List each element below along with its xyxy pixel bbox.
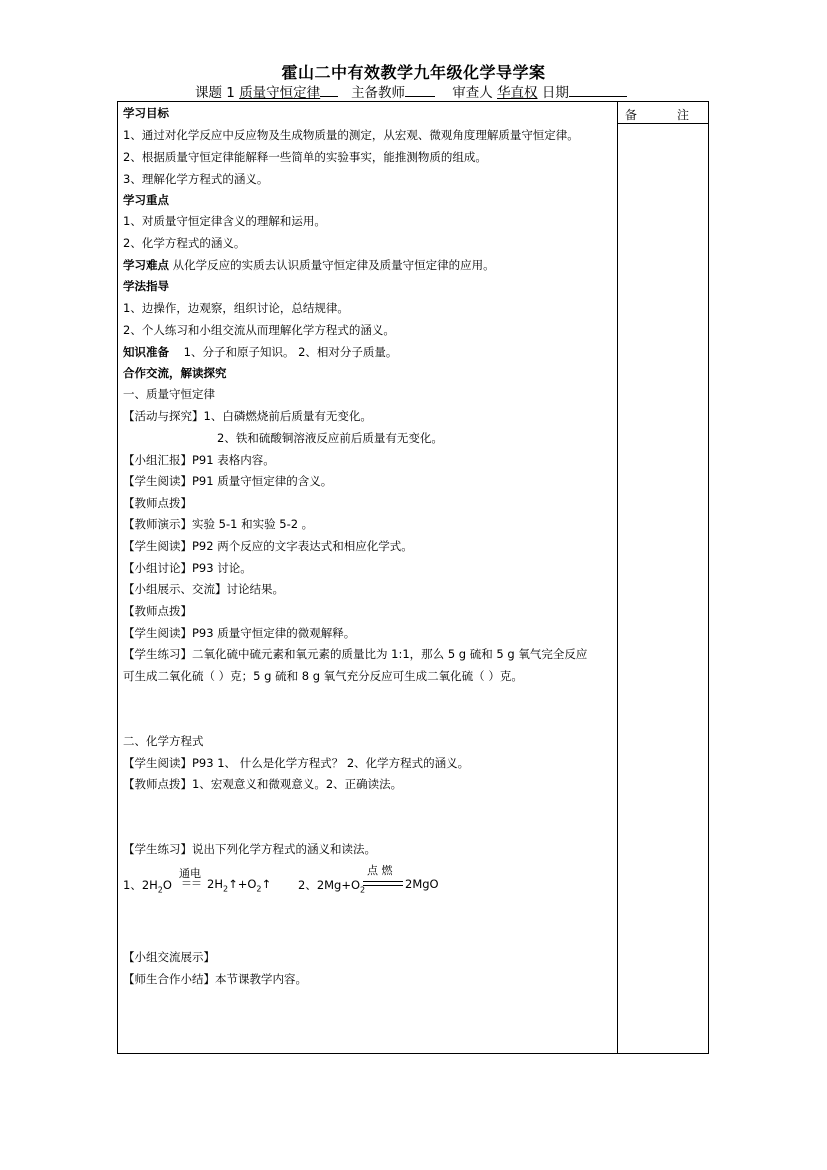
lesson-label: 课题 1	[195, 85, 235, 101]
lesson-value: 质量守恒定律	[239, 85, 321, 101]
equation-1-condition: 通电	[179, 867, 201, 880]
notes-header-char-1: 备	[625, 108, 638, 122]
eq1-rest: ↑+O	[228, 877, 257, 891]
eq1-sub-water: 2	[157, 885, 163, 895]
difficulty-text: 从化学反应的实质去认识质量守恒定律及质量守恒定律的应用。	[172, 258, 495, 272]
student-reading-4: 【学生阅读】P93 1、 什么是化学方程式？ 2、化学方程式的涵义。	[123, 756, 470, 770]
lesson-blank	[320, 84, 338, 97]
group-report: 【小组汇报】P91 表格内容。	[123, 453, 275, 467]
student-exercise-1b: 可生成二氧化硫（ ）克；5 g 硫和 8 g 氧气充分反应可生成二氧化硫（ ）克。	[123, 669, 523, 683]
activity-1: 【活动与探究】1、白磷燃烧前后质量有无变化。	[123, 409, 372, 423]
eq2-sub-o2: 2	[360, 885, 366, 895]
preparer-blank	[405, 84, 435, 97]
chemical-equations	[123, 864, 523, 895]
equation-2-product: 2MgO	[405, 877, 439, 891]
teacher-guide-1: 【教师点拨】	[123, 496, 192, 510]
section-2-title: 二、化学方程式	[123, 734, 204, 748]
key-point-2: 2、化学方程式的涵义。	[123, 236, 246, 250]
difficulty-line	[123, 257, 495, 273]
group-show: 【小组展示、交流】讨论结果。	[123, 582, 284, 596]
objective-3: 3、理解化学方程式的涵义。	[123, 172, 269, 186]
summary: 【师生合作小结】本节课教学内容。	[123, 972, 307, 986]
eq1-up-arrow: ↑	[261, 877, 272, 891]
teacher-guide-2: 【教师点拨】	[123, 604, 192, 618]
equation-1-arrow: ＝＝	[181, 877, 201, 890]
document-title: 霍山二中有效教学九年级化学导学案	[281, 63, 546, 82]
eq2-prefix: 2、2Mg+O	[298, 878, 361, 892]
group-discussion: 【小组讨论】P93 讨论。	[123, 561, 252, 575]
eq1-products: 2H	[207, 877, 223, 891]
student-exercise-1a: 【学生练习】二氧化硫中硫元素和氧元素的质量比为 1:1，那么 5 g 硫和 5 g 氧气完全反应	[123, 647, 588, 661]
heading-objectives: 学习目标	[123, 106, 169, 120]
student-exercise-2: 【学生练习】说出下列化学方程式的涵义和读法。	[123, 842, 376, 856]
column-divider	[617, 102, 618, 1053]
eq1-sub-h2: 2	[222, 884, 229, 894]
student-reading-3: 【学生阅读】P93 质量守恒定律的微观解释。	[123, 626, 356, 640]
eq1-prefix: 1、2H	[123, 878, 158, 892]
heading-key-points: 学习重点	[123, 193, 169, 207]
equation-2-condition: 点 燃	[367, 864, 393, 877]
preparation-line	[123, 344, 397, 360]
reviewer-label: 审查人	[452, 85, 493, 101]
teacher-guide-3: 【教师点拨】1、宏观意义和微观意义。2、正确读法。	[123, 777, 403, 791]
method-2: 2、个人练习和小组交流从而理解化学方程式的涵义。	[123, 323, 395, 337]
date-blank	[569, 84, 627, 97]
student-reading-2: 【学生阅读】P92 两个反应的文字表达式和相应化学式。	[123, 539, 413, 553]
eq1-sub-o2: 2	[256, 884, 262, 894]
lesson-info-line	[195, 81, 627, 101]
activity-2: 2、铁和硫酸铜溶液反应前后质量有无变化。	[217, 431, 443, 445]
preparer-label: 主备教师	[351, 85, 406, 101]
preparation-text: 1、分子和原子知识。 2、相对分子质量。	[183, 345, 398, 359]
student-reading-1: 【学生阅读】P91 质量守恒定律的含义。	[123, 474, 333, 488]
equation-2-double-line	[363, 881, 403, 886]
equation-2-reactants	[298, 877, 365, 894]
method-1: 1、边操作，边观察，组织讨论，总结规律。	[123, 301, 349, 315]
key-point-1: 1、对质量守恒定律含义的理解和运用。	[123, 214, 326, 228]
equation-1-products	[207, 877, 271, 893]
objective-1: 1、通过对化学反应中反应物及生成物质量的测定，从宏观、微观角度理解质量守恒定律。	[123, 128, 579, 142]
teacher-demo: 【教师演示】实验 5-1 和实验 5-2 。	[123, 517, 314, 531]
heading-method: 学法指导	[123, 279, 169, 293]
heading-cooperation: 合作交流，解读探究	[123, 366, 227, 380]
heading-preparation: 知识准备	[123, 345, 169, 359]
notes-header-char-2: 注	[677, 108, 690, 122]
notes-column-header	[618, 102, 709, 124]
equation-1-reactant	[123, 877, 172, 894]
group-exchange: 【小组交流展示】	[123, 950, 215, 964]
eq1-water-tail: O	[162, 878, 172, 892]
heading-difficulty: 学习难点	[123, 258, 169, 272]
reviewer-value: 华直权	[497, 85, 538, 101]
lesson-plan-table	[117, 101, 709, 1054]
date-label: 日期	[541, 85, 569, 101]
objective-2: 2、根据质量守恒定律能解释一些简单的实验事实，能推测物质的组成。	[123, 150, 487, 164]
section-1-title: 一、质量守恒定律	[123, 387, 215, 401]
